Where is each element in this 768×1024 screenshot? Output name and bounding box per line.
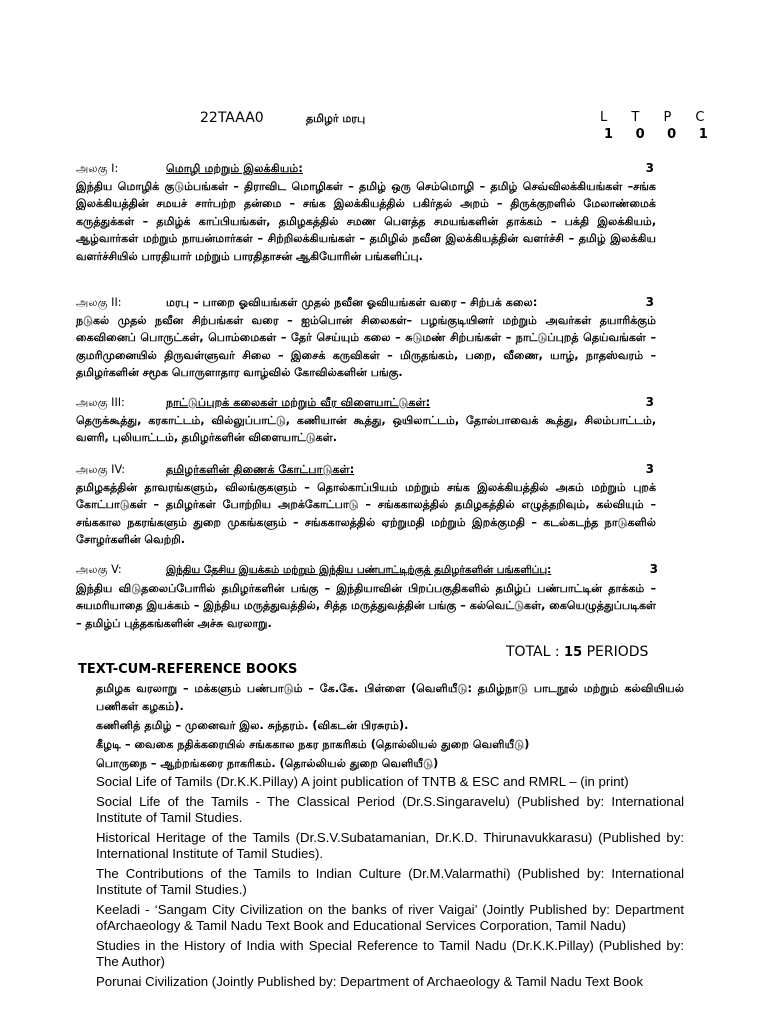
- unit-body: இந்திய விடுதலைப்போரில் தமிழர்களின் பங்கு – இந்தியாவின் பிறப்பகுதிகளில் தமிழ்ப் பண்பாட்டின் தாக்கம் – சுயமரியாதை இயக்கம் – இந்திய மருத்துவத்தில், சித்த மருத்துவத்தின் பங்கு – கல்வெட்டுகள், கையெழுத்துப்படிகள் – தமிழ்ப் புத்தகங்களின் அச்சு வரலாறு.: [76, 581, 656, 630]
- unit-hours: 3: [645, 462, 654, 476]
- unit-label: அலகு I:: [76, 162, 119, 175]
- reference-item: Historical Heritage of the Tamils (Dr.S.V.Subatamanian, Dr.K.D. Thirunavukkarasu) (Published by: International Institute of Tamil Studies).: [96, 829, 684, 861]
- course-code: 22TAAA0: [200, 110, 264, 126]
- total-value: 15: [564, 645, 583, 660]
- reference-item: பொருநை – ஆற்றங்கரை நாகரிகம். (தொல்லியல் துறை வெளியீடு): [96, 757, 439, 770]
- reference-item: Studies in the History of India with Special Reference to Tamil Nadu (Dr.K.K.Pillay) (Published by: The Author): [96, 937, 684, 969]
- course-title: தமிழர் மரபு: [306, 112, 366, 125]
- unit-4: [76, 461, 656, 549]
- total-label: TOTAL :: [506, 644, 560, 660]
- unit-label: அலகு III:: [76, 396, 125, 409]
- unit-heading: [76, 561, 656, 580]
- ltpc-labels: L T P C: [600, 110, 715, 125]
- unit-title: தமிழர்களின் திணைக் கோட்பாடுகள்:: [166, 463, 355, 476]
- unit-5: [76, 561, 656, 632]
- unit-label: அலகு IV:: [76, 463, 125, 476]
- unit-hours: 3: [645, 161, 654, 175]
- unit-heading: [76, 294, 656, 312]
- references-list: [96, 680, 684, 993]
- reference-item: Social Life of Tamils (Dr.K.K.Pillay) A joint publication of TNTB & ESC and RMRL – (in print): [96, 774, 629, 789]
- unit-label: அலகு II:: [76, 296, 122, 309]
- unit-hours: 3: [645, 395, 654, 409]
- unit-heading: [76, 461, 656, 479]
- unit-1: [76, 160, 656, 266]
- total-unit: PERIODS: [586, 644, 649, 660]
- unit-heading: [76, 160, 656, 178]
- unit-heading: [76, 394, 656, 412]
- unit-body: தமிழகத்தின் தாவரங்களும், விலங்குகளும் – தொல்காப்பியம் மற்றும் சங்க இலக்கியத்தில் அகம் மற்றும் புறக் கோட்பாடுகள் – தமிழர்கள் போற்றிய அறக்கோட்பாடு – சங்ககாலத்தில் தமிழகத்தில் எழுத்தறிவும், கல்வியும் – சங்ககால நகரங்களும் துறை முகங்களும் – சங்ககாலத்தில் ஏற்றுமதி மற்றும் இறக்குமதி – கடல்கடந்த நாடுகளில் சோழர்களின் வெற்றி.: [76, 480, 656, 547]
- reference-item: The Contributions of the Tamils to Indian Culture (Dr.M.Valarmathi) (Published by: International Institute of Tamil Studies.): [96, 865, 684, 897]
- reference-item: Social Life of the Tamils - The Classical Period (Dr.S.Singaravelu) (Published by: International Institute of Tamil Studies.: [96, 793, 684, 825]
- unit-3: [76, 394, 656, 447]
- total-periods: [506, 644, 648, 660]
- unit-2: [76, 294, 656, 382]
- reference-item: கீழடி – வைகை நதிக்கரையில் சங்ககால நகர நாகரிகம் (தொல்லியல் துறை வெளியீடு): [96, 738, 530, 751]
- unit-hours: 3: [645, 295, 654, 309]
- unit-title: இந்திய தேசிய இயக்கம் மற்றும் இந்திய பண்பாட்டிற்குத் தமிழர்களின் பங்களிப்பு:: [166, 564, 552, 576]
- unit-body: தெருக்கூத்து, கரகாட்டம், வில்லுப்பாட்டு, கணியான் கூத்து, ஒயிலாட்டம், தோல்பாவைக் கூத்து, சிலம்பாட்டம், வளரி, புலியாட்டம், தமிழர்களின் விளையாட்டுகள்.: [76, 413, 656, 445]
- unit-title: மொழி மற்றும் இலக்கியம்:: [166, 162, 303, 175]
- unit-hours: 3: [649, 562, 658, 576]
- unit-title: மரபு – பாறை ஓவியங்கள் முதல் நவீன ஓவியங்கள் வரை – சிற்பக் கலை:: [166, 296, 538, 309]
- unit-body: நடுகல் முதல் நவீன சிற்பங்கள் வரை – ஐம்பொன் சிலைகள்– பழங்குடியினர் மற்றும் அவர்கள் தயாரிக்கும் கைவினைப் பொருட்கள், பொம்மைகள் – தேர் செய்யும் கலை – சுடுமண் சிற்பங்கள் – நாட்டுப்புறத் தெய்வங்கள் – குமரிமுனையில் திருவள்ளுவர் சிலை – இசைக் கருவிகள் – மிருதங்கம், பறை, வீணை, யாழ், நாதஸ்வரம் – தமிழர்களின் சமூக பொருளாதார வாழ்வில் கோவில்களின் பங்கு.: [76, 313, 656, 380]
- reference-item: Keeladi - ‘Sangam City Civilization on the banks of river Vaigai’ (Jointly Published by: Department ofArchaeology & Tamil Nadu Text Book and Educational Services Corporation, Tamil Nadu): [96, 901, 684, 933]
- reference-item: Porunai Civilization (Jointly Published by: Department of Archaeology & Tamil Nadu Text Book: [96, 973, 644, 989]
- reference-item: தமிழக வரலாறு – மக்களும் பண்பாடும் – கே.கே. பிள்ளை (வெளியீடு: தமிழ்நாடு பாடநூல் மற்றும் கல்வியியல் பணிகள் கழகம்).: [96, 682, 684, 713]
- unit-label: அலகு V:: [76, 563, 122, 576]
- unit-title: நாட்டுப்புறக் கலைகள் மற்றும் வீர விளையாட்டுகள்:: [166, 396, 431, 409]
- reference-item: கணினித் தமிழ் – முனைவர் இல. சுந்தரம். (விகடன் பிரசுரம்).: [96, 719, 409, 732]
- ltpc-values: 1 0 0 1: [604, 127, 717, 142]
- unit-body: இந்திய மொழிக் குடும்பங்கள் – திராவிட மொழிகள் – தமிழ் ஒரு செம்மொழி – தமிழ் செவ்விலக்கியங்கள் –சங்க இலக்கியத்தின் சமயச் சார்பற்ற தன்மை – சங்க இலக்கியத்தில் பகிர்தல் அறம் – திருக்குறளில் மேலாண்மைக் கருத்துக்கள் – தமிழ்க் காப்பியங்கள், தமிழகத்தில் சமண பௌத்த சமயங்களின் தாக்கம் – பக்தி இலக்கியம், ஆழ்வார்கள் மற்றும் நாயன்மார்கள் – சிற்றிலக்கியங்கள் – தமிழில் நவீன இலக்கியத்தின் வளர்ச்சி – தமிழ் இலக்கிய வளர்ச்சியில் பாரதியார் மற்றும் பாரதிதாசன் ஆகியோரின் பங்களிப்பு.: [76, 179, 656, 263]
- references-heading: TEXT-CUM-REFERENCE BOOKS: [78, 662, 298, 677]
